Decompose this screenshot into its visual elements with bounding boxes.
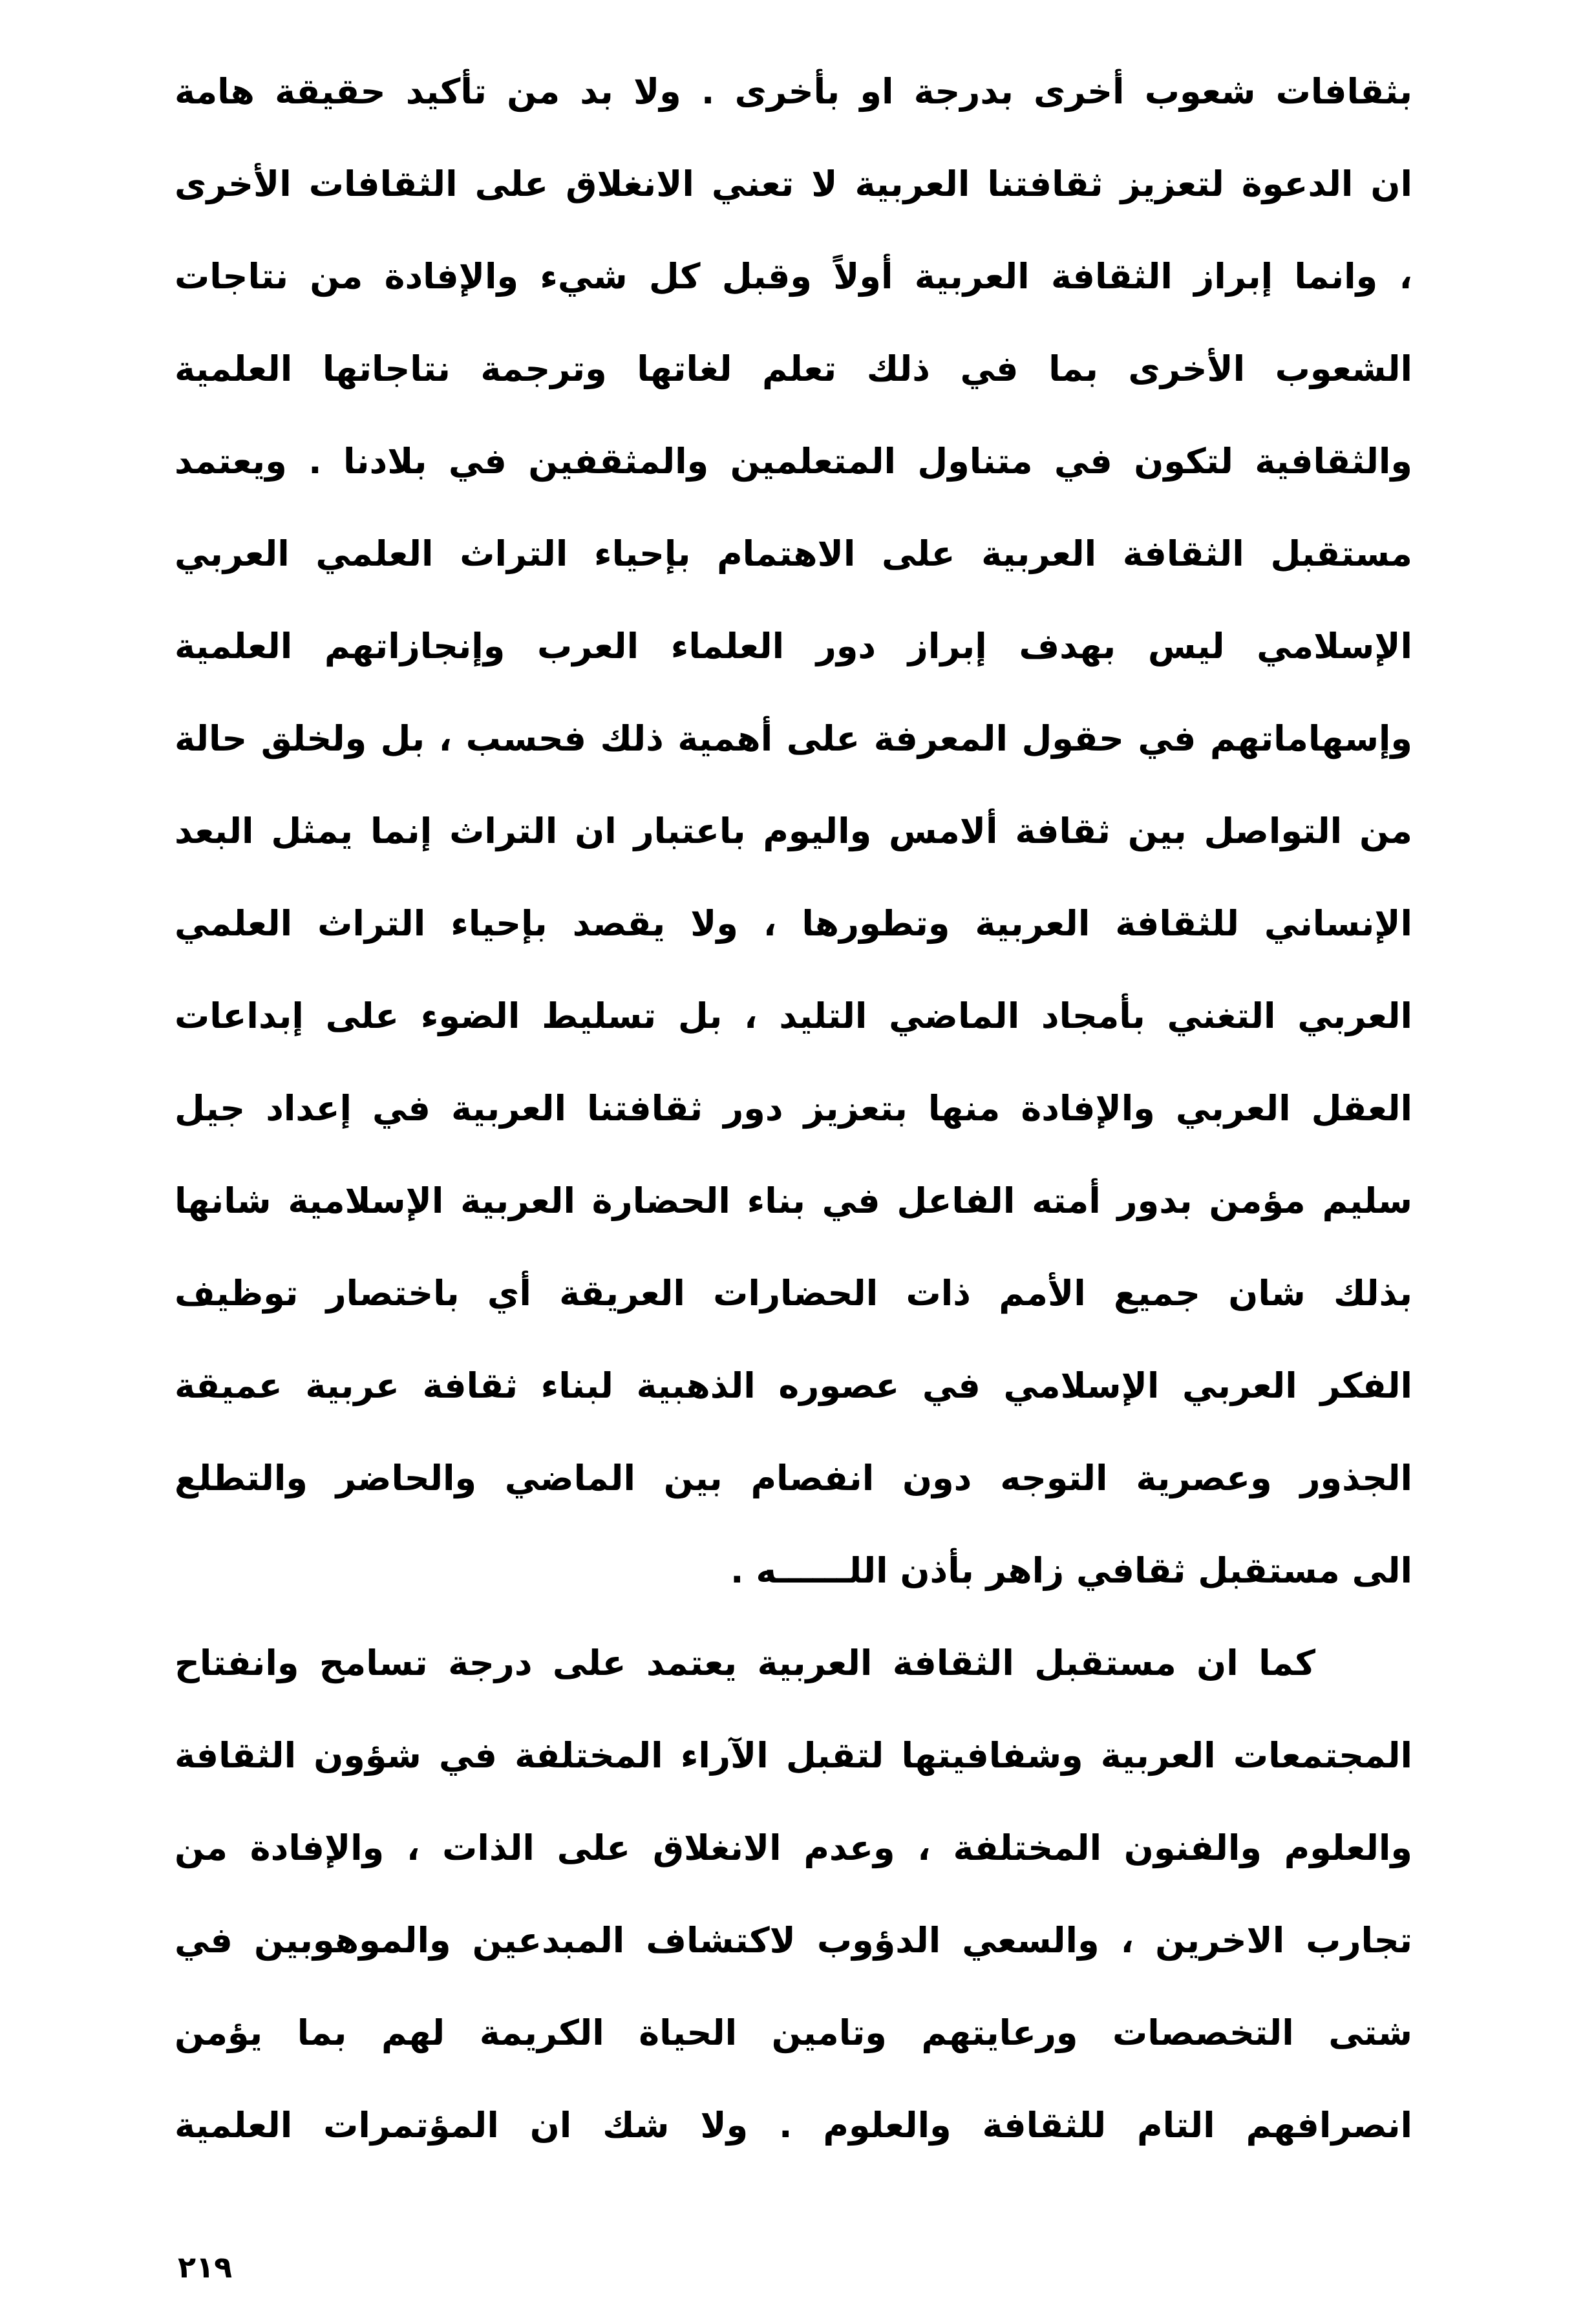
- text-line: من التواصل بين ثقافة ألامس واليوم باعتبار ان التراث إنما يمثل البعد: [175, 811, 1412, 851]
- text-line: العقل العربي والإفادة منها بتعزيز دور ثقافتنا العربية في إعداد جيل: [175, 1088, 1412, 1129]
- text-line: الى مستقبل ثقافي زاهر بأذن اللــــــه .: [730, 1550, 1412, 1591]
- text-line: ، وانما إبراز الثقافة العربية أولاً وقبل كل شيء والإفادة من نتاجات: [175, 256, 1412, 297]
- page-number: ٢١٩: [178, 2250, 233, 2285]
- text-line: مستقبل الثقافة العربية على الاهتمام بإحياء التراث العلمي العربي: [175, 533, 1412, 574]
- text-line: الإسلامي ليس بهدف إبراز دور العلماء العرب وإنجازاتهم العلمية: [175, 626, 1412, 666]
- text-line: سليم مؤمن بدور أمته الفاعل في بناء الحضارة العربية الإسلامية شانها: [175, 1180, 1412, 1221]
- text-line: الجذور وعصرية التوجه دون انفصام بين الماضي والحاضر والتطلع: [175, 1458, 1412, 1498]
- text-line: بثقافات شعوب أخرى بدرجة او بأخرى . ولا بد من تأكيد حقيقة هامة: [175, 71, 1412, 112]
- text-line: انصرافهم التام للثقافة والعلوم . ولا شك ان المؤتمرات العلمية: [175, 2105, 1412, 2146]
- document-page: [175, 45, 1412, 2179]
- paragraph-2: [175, 1617, 1412, 2171]
- paragraph-1: [175, 45, 1412, 1617]
- text-line: بذلك شان جميع الأمم ذات الحضارات العريقة أي باختصار توظيف: [175, 1273, 1412, 1314]
- text-line: تجارب الاخرين ، والسعي الدؤوب لاكتشاف المبدعين والموهوبين في: [175, 1920, 1412, 1961]
- text-line: ان الدعوة لتعزيز ثقافتنا العربية لا تعني الانغلاق على الثقافات الأخرى: [175, 164, 1412, 204]
- text-line: والعلوم والفنون المختلفة ، وعدم الانغلاق على الذات ، والإفادة من: [175, 1828, 1412, 1868]
- text-line: الإنساني للثقافة العربية وتطورها ، ولا يقصد بإحياء التراث العلمي: [175, 903, 1412, 944]
- text-line: الشعوب الأخرى بما في ذلك تعلم لغاتها وترجمة نتاجاتها العلمية: [175, 348, 1412, 389]
- text-line: كما ان مستقبل الثقافة العربية يعتمد على درجة تسامح وانفتاح: [175, 1643, 1315, 1683]
- text-line: المجتمعات العربية وشفافيتها لتقبل الآراء المختلفة في شؤون الثقافة: [175, 1735, 1412, 1776]
- text-line: الفكر العربي الإسلامي في عصوره الذهبية لبناء ثقافة عربية عميقة: [175, 1365, 1412, 1406]
- text-line: والثقافية لتكون في متناول المتعلمين والمثقفين في بلادنا . ويعتمد: [175, 441, 1412, 482]
- text-line: وإسهاماتهم في حقول المعرفة على أهمية ذلك فحسب ، بل ولخلق حالة: [175, 718, 1412, 759]
- text-line: العربي التغني بأمجاد الماضي التليد ، بل تسليط الضوء على إبداعات: [175, 996, 1412, 1036]
- text-line: شتى التخصصات ورعايتهم وتامين الحياة الكريمة لهم بما يؤمن: [175, 2012, 1412, 2053]
